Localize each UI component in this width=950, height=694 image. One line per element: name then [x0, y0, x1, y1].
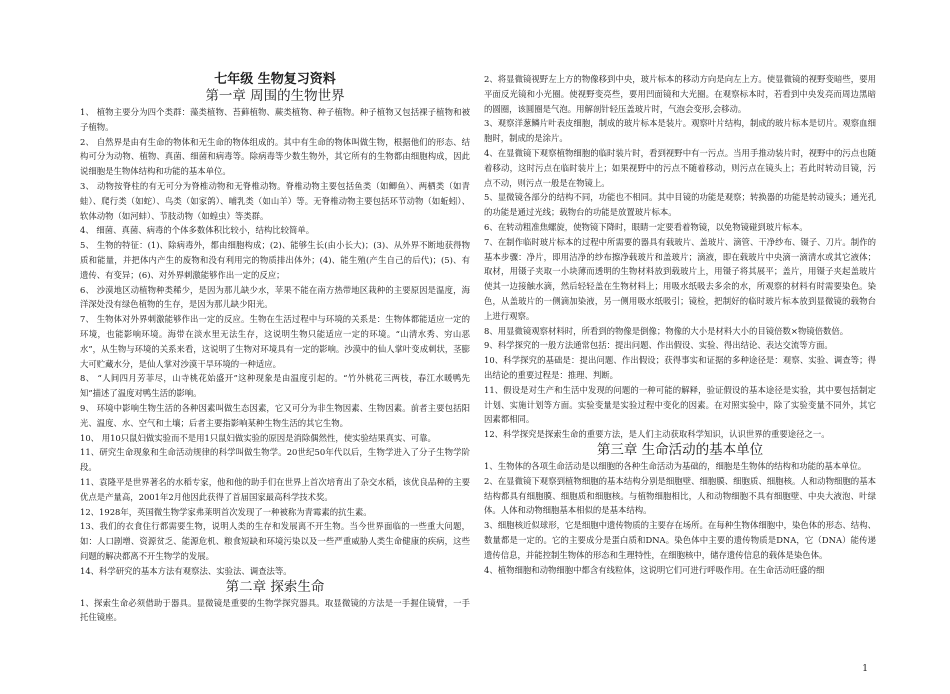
- list-item: 6、在转动粗准焦螺旋，使物镜下降时，眼睛一定要看着物镜，以免物镜碰到玻片标本。: [484, 221, 808, 232]
- list-item: 11、假设是对生产和生活中发现的问题的一种可能的解释，验证假设的基本途径是实验，其中要包括制定计划、实施计划等方面。实验变量是实验过程中变化的因素。在对照实验中，除了实验变量不同外，其它因素都相同。: [484, 384, 876, 425]
- list-item: 12、科学探究是探索生命的重要方法，是人们主动获取科学知识，认识世界的重要途径之一。: [484, 429, 830, 440]
- list-item: 2、将显微镜视野左上方的物像移到中央，玻片标本的移动方向是向左上方。使显微镜的视野变暗些，要用平面反光镜和小光圈。使视野变亮些，要用凹面镜和大光圈。在观察标本时，若看到中央发亮而周边黑暗的圆圈，该圆圈是气泡。用解剖针轻压盖玻片时，气泡会变形,会移动。: [484, 74, 876, 114]
- list-item: 2、在显微镜下观察到植物细胞的基本结构分别是细胞壁、细胞膜、细胞质、细胞核。人和动物细胞的基本结构都具有细胞膜、细胞质和细胞核。与植物细胞相比，人和动物细胞不具有细胞壁、中央大液泡、叶绿体。人体和动物细胞基本相似的是基本结构。: [484, 475, 876, 516]
- list-item: 8、用显微镜观察材料时，所看到的物像是倒像；物像的大小是材料大小的目镜倍数×物镜倍数倍。: [484, 325, 849, 336]
- list-item: 3、观察洋葱鳞片叶表皮细胞，制成的玻片标本是装片。观察叶片结构，制成的玻片标本是切片。观察血细胞时，制成的是涂片。: [484, 118, 876, 144]
- list-item: 9、 环境中影响生物生活的各种因素叫做生态因素，它又可分为非生物因素、生物因素。前者主要包括阳光、温度、水、空气和土壤；后者主要指影响某种生物生活的其它生物。: [80, 402, 470, 428]
- list-item: 4、 细菌、真菌、病毒的个体多数体积比较小，结构比较简单。: [80, 225, 315, 236]
- chapter-3-heading: 第三章 生命活动的基本单位: [596, 441, 764, 458]
- list-item: 6、 沙漠地区动植物种类稀少，是因为那儿缺少水，苹果不能在南方热带地区栽种的主要原因是温度，海洋深处没有绿色植物的生存，是因为那儿缺少阳光。: [80, 284, 470, 310]
- list-item: 11、研究生命现象和生命活动规律的科学叫做生物学。20世纪50年代以后，生物学进入了分子生物学阶段。: [80, 447, 470, 473]
- list-item: 4、植物细胞和动物细胞中都含有线粒体，这说明它们可进行呼吸作用。在生命活动旺盛的细: [484, 564, 825, 575]
- list-item: 9、科学探究的一般方法通常包括：提出问题、作出假设、实验、得出结论、表达交流等方面。: [484, 340, 833, 351]
- list-item: 5、 生物的特征：(1)、除病毒外，都由细胞构成；(2)、能够生长(由小长大)；(3)、从外界不断地获得物质和能量，并把体内产生的废物和没有利用完的物质排出体外；(4)、能生殖(产生自己的后代)；(5)、有遗传、有变异；(6)、对外界刺激能够作出一定的反应；: [80, 240, 470, 280]
- list-item: 3、细胞核近似球形，它是细胞中遗传物质的主要存在场所。在每种生物体细胞中，染色体的形态、结构、数量都是一定的。它的主要成分是蛋白质和DNA。染色体中主要的遗传物质是DNA，它（DNA）能传递遗传信息，并能控制生物体的形态和生理特性，在细胞核中，储存遗传信息的载体是染色体。: [484, 520, 876, 560]
- left-column: [80, 72, 470, 625]
- list-item: 10、 用10只鼠妇做实验而不是用1只鼠妇做实验的原因是消除偶然性，使实验结果真实、可靠。: [80, 432, 436, 443]
- list-item: 10、科学探究的基础是：提出问题、作出假设；获得事实和证据的多种途径是：观察、实验、调查等；得出结论的重要过程是：推理、判断。: [484, 355, 876, 380]
- list-item: 5、显微镜各部分的结构不同，功能也不相同。其中目镜的功能是观察；转换器的功能是转动镜头；通光孔的功能是通过光线；载物台的功能是放置玻片标本。: [484, 192, 876, 218]
- list-item: 2、 自然界是由有生命的物体和无生命的物体组成的。其中有生命的物体叫做生物，根据他们的形态、结构可分为动物、植物、真菌、细菌和病毒等。除病毒等少数生物外，其它所有的生物都由细胞构成，因此说细胞是生物体结构和功能的基本单位。: [80, 136, 470, 177]
- list-item: 1、 植物主要分为四个类群：藻类植物、苔藓植物、蕨类植物、种子植物。种子植物又包括裸子植物和被子植物。: [80, 107, 470, 132]
- list-item: 4、在显微镜下观察植物细胞的临时装片时，看到视野中有一污点。当用手推动装片时，视野中的污点也随着移动，这时污点在临时装片上；如果视野中的污点不随着移动，则污点在镜头上；若此时转动目镜，污点不动，则污点一般是在物镜上。: [484, 147, 876, 188]
- right-column: [484, 72, 876, 577]
- list-item: 7、在制作临时玻片标本的过程中所需要的器具有载玻片、盖玻片、滴管、干净纱布、镊子、刀片。制作的基本步骤：净片，即用洁净的纱布擦净载玻片和盖玻片；滴液，即在载玻片中央滴一滴清水或其它液体；取材，用镊子夹取一小块薄而透明的生物材料放到载玻片上，用镊子将其展平；盖片，用镊子夹起盖玻片使其一边接触水滴，然后轻轻盖在生物材料上；用吸水纸吸去多余的水，所观察的材料有时需要染色。染色，从盖玻片的一侧滴加染液，另一侧用吸水纸吸引；镜检，把制好的临时玻片标本放到显微镜的载物台上进行观察。: [484, 236, 876, 321]
- chapter-1-heading: 第一章 周围的生物世界: [205, 88, 345, 104]
- document-title: 七年级 生物复习资料: [214, 72, 336, 87]
- list-item: 11、袁隆平是世界著名的水稻专家，他和他的助手们在世界上首次培育出了杂交水稻，该优良品种的主要优点是产量高，2001年2月他因此获得了首届国家最高科学技术奖。: [80, 476, 470, 502]
- list-item: 3、 动物按脊柱的有无可分为脊椎动物和无脊椎动物。脊椎动物主要包括鱼类（如鲫鱼）、两栖类（如青蛙）、爬行类（如蛇）、鸟类（如家鸽）、哺乳类（如山羊）等。无脊椎动物主要包括环节动物（如蚯蚓）、软体动物（如河蚌）、节肢动物（如蝗虫）等类群。: [80, 180, 470, 221]
- list-item: 13、我们的衣食住行都需要生物，说明人类的生存和发展离不开生物。当今世界面临的一些重大问题，如：人口剧增、资源贫乏、能源危机、粮食短缺和环境污染以及一些严重威胁人类生命健康的疾病，这些问题的解决都离不开生物学的发展。: [80, 521, 470, 561]
- list-item: 1、探索生命必须借助于器具。显微镜是重要的生物学探究器具。取显微镜的方法是一手握住镜臂，一手托住镜座。: [80, 597, 470, 623]
- list-item: 12、1928年，英国微生物学家弗莱明首次发现了一种被称为青霉素的抗生素。: [80, 506, 372, 517]
- list-item: 14、科学研究的基本方法有观察法、实验法、调查法等。: [80, 565, 292, 576]
- list-item: 7、 生物体对外界刺激能够作出一定的反应。生物在生活过程中与环境的关系是：生物体都能适应一定的环境，也能影响环境。海带在淡水里无法生存，这说明生物只能适应一定的环境。“山清水秀、穷山恶水”，从生物与环境的关系来看，这说明了生物对环境具有一定的影响。沙漠中的仙人掌叶变成刺状，茎膨大可贮藏水分，是仙人掌对沙漠干旱环境的一种适应。: [80, 314, 470, 369]
- page-number: 1: [862, 664, 868, 674]
- list-item: 1、生物体的各项生命活动是以细胞的各种生命活动为基础的，细胞是生物体的结构和功能的基本单位。: [484, 460, 867, 471]
- chapter-2-heading: 第二章 探索生命: [225, 578, 325, 595]
- list-item: 8、 “人间四月芳菲尽，山寺桃花始盛开”这种现象是由温度引起的。“竹外桃花三两枝，春江水暖鸭先知”描述了温度对鸭生活的影响。: [80, 373, 470, 399]
